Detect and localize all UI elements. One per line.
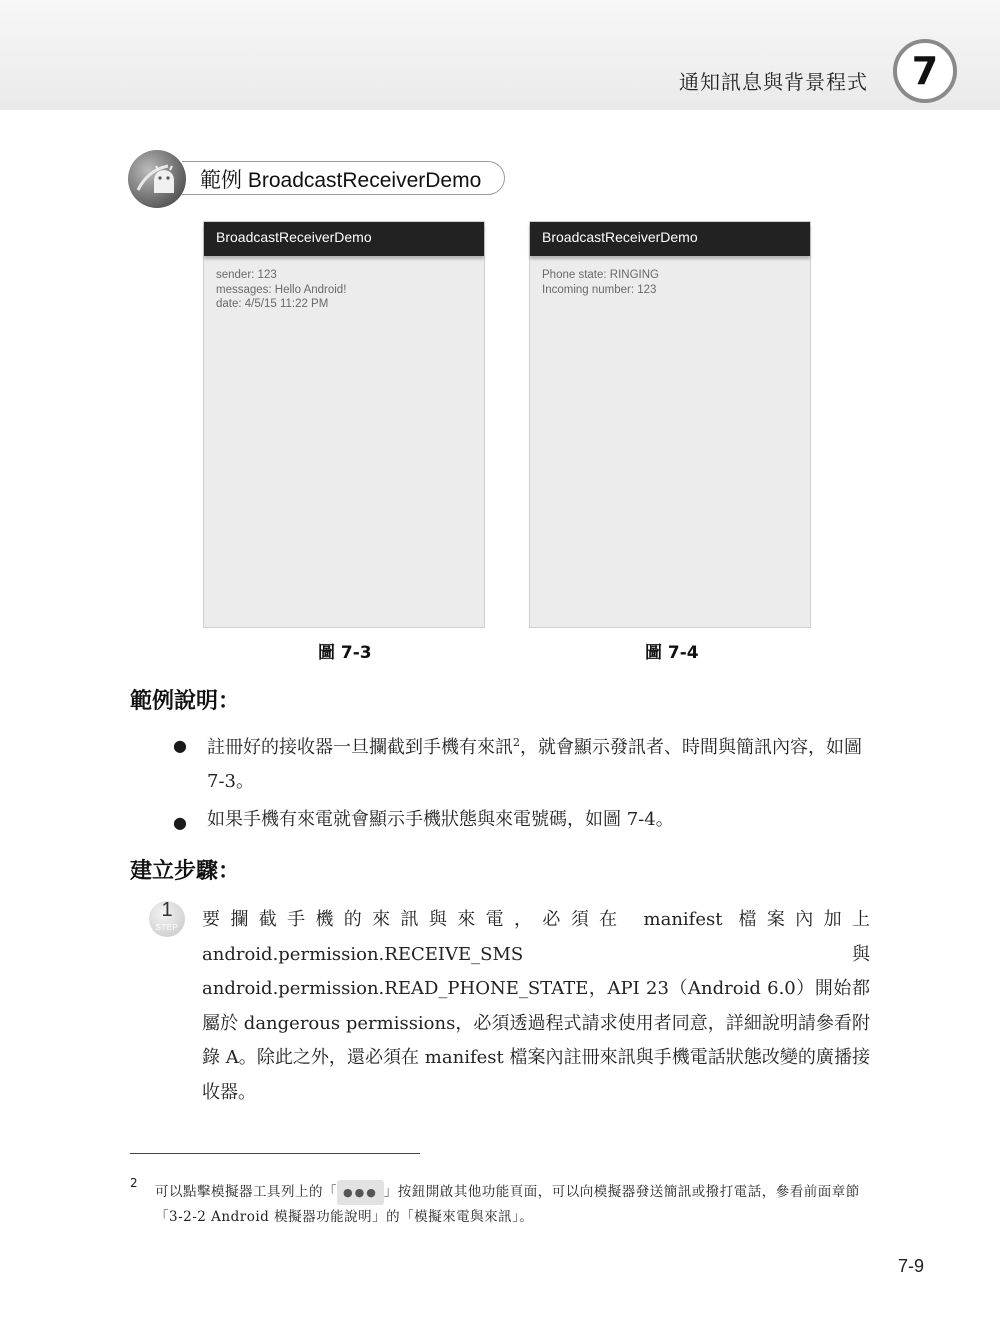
footnote-text: 可以點擊模擬器工具列上的「 ●●● 」按鈕開啟其他功能頁面，可以向模擬器發送簡訊或撥打電話，參看前面章節「3-2-2 Android 模擬器功能說明」的「模擬來電與來訊」。 <box>155 1180 875 1230</box>
message-line: messages: Hello Android! <box>216 283 347 296</box>
page-number: 7-9 <box>897 1256 924 1276</box>
bullet-item: 如果手機有來電就會顯示手機狀態與來電號碼，如圖 7-4。 <box>207 809 674 830</box>
step-badge <box>149 901 185 937</box>
section-heading: 範例說明： <box>130 689 241 714</box>
sender-line: sender: 123 <box>216 269 277 281</box>
step-paragraph: 要攔截手機的來訊與來電，必須在 manifest 檔案內加上 android.permission.RECEIVE_SMS 與 android.permission.READ_PHONE_STATE，API 23（Android 6.0）開始都屬於 dangerous permissions，必須透過程式請求使用者同意，詳細說明請參看附錄 A。除此之外，還必須在 manifest 檔案內註冊來訊與手機電話狀態改變的廣播接收器。 <box>202 909 870 1103</box>
bullet-item: 註冊好的接收器一旦攔截到手機有來訊$^2$，就會顯示發訊者、時間與簡訊內容，如圖 7-3。 <box>207 736 862 792</box>
sms-info <box>216 268 346 312</box>
chapter-number-badge: 7 <box>893 39 957 103</box>
section-heading: 建立步驟： <box>130 859 241 884</box>
android-robot-icon <box>128 150 186 208</box>
phone-state-line: Phone state: RINGING <box>542 269 659 281</box>
more-button-icon: ●●● <box>337 1180 384 1205</box>
footnote-divider <box>130 1153 420 1154</box>
date-line: date: 4/5/15 11:22 PM <box>216 298 329 310</box>
phone-state-info <box>542 268 659 297</box>
step-number: 1 <box>161 899 173 921</box>
figure-7-4-screenshot <box>529 221 811 628</box>
figure-caption: 圖 7-3 <box>318 643 372 663</box>
footnote-reference: 2 <box>513 736 520 749</box>
incoming-number-line: Incoming number: 123 <box>542 283 657 296</box>
figure-caption: 圖 7-4 <box>645 643 699 663</box>
chapter-title: 通知訊息與背景程式 <box>679 70 868 94</box>
example-title: 範例 BroadcastReceiverDemo <box>200 169 482 192</box>
bullet-icon: ● <box>173 736 187 755</box>
app-title-bar: BroadcastReceiverDemo <box>530 222 810 256</box>
app-title-bar: BroadcastReceiverDemo <box>204 222 484 256</box>
bullet-icon: ● <box>173 813 187 832</box>
footnote-mark: 2 <box>130 1176 138 1190</box>
figure-7-3-screenshot <box>203 221 485 628</box>
step-label: STEP <box>155 923 179 932</box>
